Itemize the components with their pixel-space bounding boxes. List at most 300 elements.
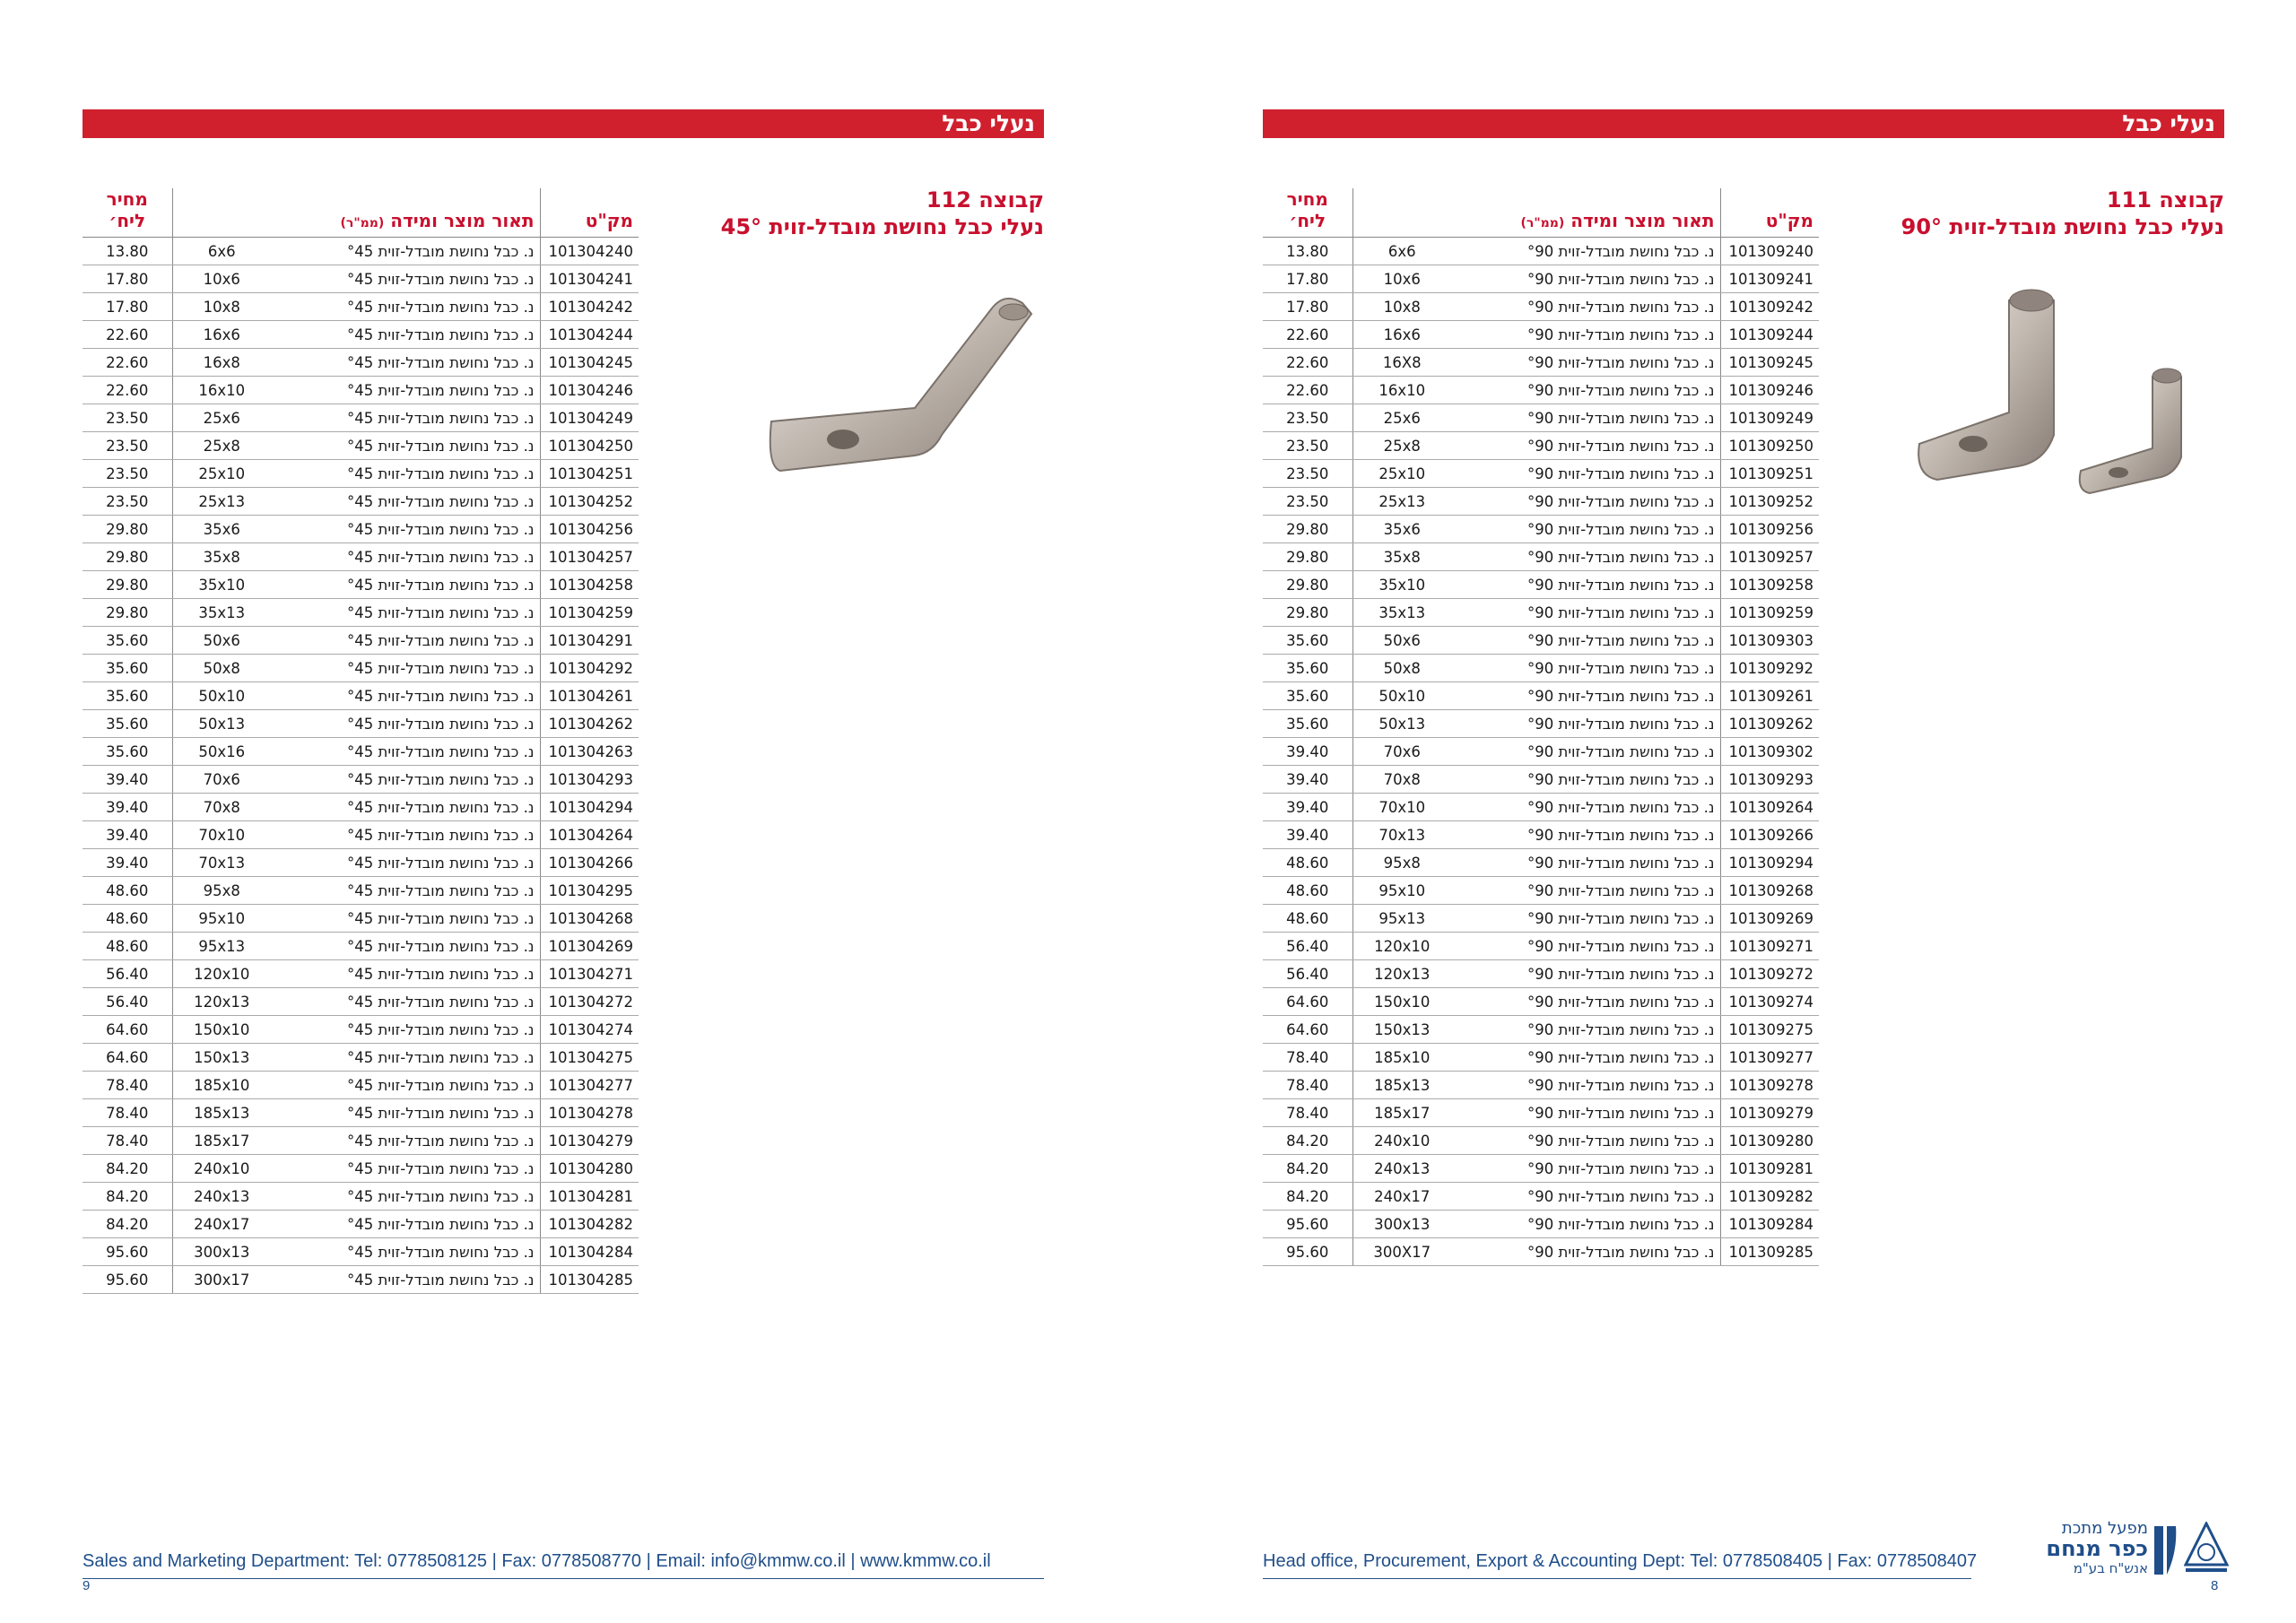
cell-description: נ. כבל נחושת מובדל-זוית °90 — [1451, 738, 1720, 766]
cell-description: נ. כבל נחושת מובדל-זוית °45 — [271, 1044, 540, 1072]
cell-size: 95x10 — [1352, 877, 1451, 905]
cell-sku: 101309261 — [1720, 682, 1819, 710]
cell-price: 23.50 — [83, 404, 172, 432]
price-table — [83, 188, 639, 1294]
cell-sku: 101304269 — [540, 933, 639, 960]
cell-description: נ. כבל נחושת מובדל-זוית °90 — [1451, 933, 1720, 960]
cell-description: נ. כבל נחושת מובדל-זוית °45 — [271, 849, 540, 877]
cell-price: 39.40 — [83, 821, 172, 849]
cell-sku: 101304257 — [540, 543, 639, 571]
cell-sku: 101309256 — [1720, 516, 1819, 543]
cell-sku: 101309294 — [1720, 849, 1819, 877]
cell-size: 150x10 — [172, 1016, 271, 1044]
cell-size: 240x17 — [172, 1211, 271, 1238]
group-heading — [1901, 187, 2224, 240]
cell-size: 35x8 — [172, 543, 271, 571]
cell-size: 95x13 — [1352, 905, 1451, 933]
cell-size: 185x17 — [172, 1127, 271, 1155]
table-row — [1263, 321, 1819, 349]
cell-sku: 101309262 — [1720, 710, 1819, 738]
table-row — [1263, 655, 1819, 682]
cell-size: 300X17 — [1352, 1238, 1451, 1266]
table-row — [83, 960, 639, 988]
cell-sku: 101304246 — [540, 377, 639, 404]
cell-size: 25x10 — [172, 460, 271, 488]
cell-size: 95x8 — [172, 877, 271, 905]
cell-size: 70x8 — [172, 794, 271, 821]
table-row — [1263, 1183, 1819, 1211]
cell-size: 120x13 — [172, 988, 271, 1016]
table-row — [83, 988, 639, 1016]
table-row — [1263, 349, 1819, 377]
cell-sku: 101309258 — [1720, 571, 1819, 599]
cell-price: 39.40 — [1263, 766, 1352, 794]
table-row — [1263, 599, 1819, 627]
table-row — [83, 238, 639, 265]
cell-sku: 101304278 — [540, 1099, 639, 1127]
cell-description: נ. כבל נחושת מובדל-זוית °45 — [271, 377, 540, 404]
banner-title: נעלי כבל — [942, 110, 1035, 136]
cell-sku: 101304285 — [540, 1266, 639, 1294]
table-row — [1263, 238, 1819, 265]
cell-description: נ. כבל נחושת מובדל-זוית °45 — [271, 1211, 540, 1238]
logo-line1: מפעל מתכת — [2061, 1519, 2148, 1538]
cell-price: 23.50 — [83, 432, 172, 460]
table-row — [83, 460, 639, 488]
table-row — [1263, 1016, 1819, 1044]
cell-sku: 101304266 — [540, 849, 639, 877]
table-row — [1263, 1211, 1819, 1238]
cell-size: 70x10 — [172, 821, 271, 849]
cell-sku: 101309292 — [1720, 655, 1819, 682]
table-row — [83, 933, 639, 960]
cell-size: 25x6 — [1352, 404, 1451, 432]
cell-description: נ. כבל נחושת מובדל-זוית °45 — [271, 1183, 540, 1211]
table-row — [1263, 377, 1819, 404]
cell-sku: 101304279 — [540, 1127, 639, 1155]
cell-size: 120x10 — [172, 960, 271, 988]
cell-description: נ. כבל נחושת מובדל-זוית °90 — [1451, 1072, 1720, 1099]
table-row — [1263, 1044, 1819, 1072]
cell-sku: 101309280 — [1720, 1127, 1819, 1155]
group-subtitle: נעלי כבל נחושת מובדל-זוית 90° — [1900, 214, 2224, 239]
table-row — [1263, 933, 1819, 960]
table-row — [83, 1238, 639, 1266]
table-header-row — [1263, 188, 1819, 238]
cell-sku: 101304295 — [540, 877, 639, 905]
cell-sku: 101304272 — [540, 988, 639, 1016]
cell-size: 70x13 — [1352, 821, 1451, 849]
cell-sku: 101309293 — [1720, 766, 1819, 794]
table-row — [83, 293, 639, 321]
cell-size: 70x6 — [172, 766, 271, 794]
quality-seal-icon — [2184, 1522, 2229, 1575]
right-page — [1148, 0, 2296, 1623]
cell-size: 70x6 — [1352, 738, 1451, 766]
header-price: מחיר ליח׳ — [83, 188, 172, 238]
cell-size: 120x10 — [1352, 933, 1451, 960]
cell-price: 56.40 — [83, 960, 172, 988]
cell-size: 50x10 — [1352, 682, 1451, 710]
cell-description: נ. כבל נחושת מובדל-זוית °45 — [271, 488, 540, 516]
cell-size: 95x10 — [172, 905, 271, 933]
cell-sku: 101304271 — [540, 960, 639, 988]
cell-description: נ. כבל נחושת מובדל-זוית °90 — [1451, 1099, 1720, 1127]
cell-price: 48.60 — [83, 933, 172, 960]
table-row — [83, 1127, 639, 1155]
cell-size: 16x10 — [172, 377, 271, 404]
cell-price: 56.40 — [1263, 960, 1352, 988]
cell-price: 17.80 — [83, 293, 172, 321]
cell-price: 22.60 — [1263, 349, 1352, 377]
cell-price: 78.40 — [1263, 1099, 1352, 1127]
cell-sku: 101304277 — [540, 1072, 639, 1099]
cell-price: 84.20 — [1263, 1183, 1352, 1211]
cell-price: 29.80 — [83, 599, 172, 627]
cell-size: 16x6 — [172, 321, 271, 349]
header-desc-text: תאור מוצר ומידה — [390, 210, 535, 231]
cell-description: נ. כבל נחושת מובדל-זוית °45 — [271, 794, 540, 821]
cell-price: 17.80 — [83, 265, 172, 293]
cell-size: 240x13 — [172, 1183, 271, 1211]
cell-sku: 101309264 — [1720, 794, 1819, 821]
cell-size: 185x10 — [1352, 1044, 1451, 1072]
cell-description: נ. כבל נחושת מובדל-זוית °45 — [271, 988, 540, 1016]
logo-line2: כפר מנחם — [2046, 1536, 2148, 1561]
cell-sku: 101304268 — [540, 905, 639, 933]
cell-price: 84.20 — [1263, 1155, 1352, 1183]
cell-size: 10x8 — [1352, 293, 1451, 321]
cell-price: 35.60 — [83, 738, 172, 766]
table-row — [83, 682, 639, 710]
cell-price: 35.60 — [1263, 655, 1352, 682]
table-row — [83, 571, 639, 599]
cell-size: 25x13 — [172, 488, 271, 516]
cell-sku: 101309271 — [1720, 933, 1819, 960]
header-sku: מק"ט — [1720, 188, 1819, 238]
table-row — [1263, 794, 1819, 821]
cell-price: 78.40 — [83, 1099, 172, 1127]
table-row — [83, 849, 639, 877]
cell-sku: 101304281 — [540, 1183, 639, 1211]
table-row — [83, 543, 639, 571]
cell-sku: 101309302 — [1720, 738, 1819, 766]
cell-sku: 101304294 — [540, 794, 639, 821]
cell-sku: 101304292 — [540, 655, 639, 682]
cell-description: נ. כבל נחושת מובדל-זוית °45 — [271, 1266, 540, 1294]
cell-sku: 101304259 — [540, 599, 639, 627]
cell-price: 39.40 — [83, 794, 172, 821]
table-row — [1263, 516, 1819, 543]
cell-description: נ. כבל נחושת מובדל-זוית °45 — [271, 627, 540, 655]
cell-size: 50x10 — [172, 682, 271, 710]
cell-sku: 101304250 — [540, 432, 639, 460]
cell-description: נ. כבל נחושת מובדל-זוית °90 — [1451, 321, 1720, 349]
cell-sku: 101309281 — [1720, 1155, 1819, 1183]
table-row — [1263, 432, 1819, 460]
cell-size: 35x10 — [172, 571, 271, 599]
cell-price: 29.80 — [83, 516, 172, 543]
cell-description: נ. כבל נחושת מובדל-זוית °45 — [271, 738, 540, 766]
cell-sku: 101309284 — [1720, 1211, 1819, 1238]
header-description — [1352, 188, 1720, 238]
cell-price: 48.60 — [1263, 877, 1352, 905]
cell-price: 84.20 — [83, 1211, 172, 1238]
page-number: 9 — [83, 1578, 91, 1593]
table-row — [1263, 905, 1819, 933]
cell-description: נ. כבל נחושת מובדל-זוית °90 — [1451, 516, 1720, 543]
cell-size: 35x13 — [1352, 599, 1451, 627]
cell-description: נ. כבל נחושת מובדל-זוית °90 — [1451, 710, 1720, 738]
cell-price: 95.60 — [83, 1238, 172, 1266]
table-row — [83, 1155, 639, 1183]
cell-price: 17.80 — [1263, 265, 1352, 293]
cell-price: 29.80 — [1263, 599, 1352, 627]
cell-sku: 101309268 — [1720, 877, 1819, 905]
cell-price: 84.20 — [1263, 1127, 1352, 1155]
cell-price: 56.40 — [83, 988, 172, 1016]
cell-size: 50x8 — [1352, 655, 1451, 682]
cell-description: נ. כבל נחושת מובדל-זוית °90 — [1451, 488, 1720, 516]
cell-sku: 101309251 — [1720, 460, 1819, 488]
table-row — [1263, 543, 1819, 571]
cell-price: 13.80 — [83, 238, 172, 265]
cell-description: נ. כבל נחושת מובדל-זוית °90 — [1451, 599, 1720, 627]
table-row — [83, 1016, 639, 1044]
cell-description: נ. כבל נחושת מובדל-זוית °45 — [271, 905, 540, 933]
cell-price: 39.40 — [83, 766, 172, 794]
cell-sku: 101304293 — [540, 766, 639, 794]
cell-price: 35.60 — [83, 682, 172, 710]
cell-sku: 101309278 — [1720, 1072, 1819, 1099]
cell-description: נ. כבל נחושת מובדל-זוית °45 — [271, 1016, 540, 1044]
cell-sku: 101309246 — [1720, 377, 1819, 404]
table-row — [83, 404, 639, 432]
cell-sku: 101304274 — [540, 1016, 639, 1044]
table-row — [1263, 293, 1819, 321]
cell-size: 300x17 — [172, 1266, 271, 1294]
table-row — [1263, 265, 1819, 293]
cell-price: 35.60 — [83, 627, 172, 655]
cell-price: 35.60 — [83, 655, 172, 682]
table-row — [1263, 682, 1819, 710]
cell-description: נ. כבל נחושת מובדל-זוית °45 — [271, 238, 540, 265]
cell-sku: 101309277 — [1720, 1044, 1819, 1072]
cell-description: נ. כבל נחושת מובדל-זוית °45 — [271, 599, 540, 627]
cell-price: 95.60 — [83, 1266, 172, 1294]
table-row — [83, 821, 639, 849]
table-row — [1263, 1099, 1819, 1127]
cell-price: 22.60 — [83, 321, 172, 349]
cell-sku: 101304251 — [540, 460, 639, 488]
cell-description: נ. כבל נחושת מובדל-זוית °45 — [271, 1099, 540, 1127]
cell-price: 23.50 — [1263, 460, 1352, 488]
cell-sku: 101309282 — [1720, 1183, 1819, 1211]
footer-contact: Head office, Procurement, Export & Accounting Dept: Tel: 0778508405 | Fax: 0778508407 — [1263, 1551, 1978, 1571]
group-title: קבוצה 111 — [2106, 187, 2224, 213]
cell-sku: 101304291 — [540, 627, 639, 655]
cell-description: נ. כבל נחושת מובדל-זוית °45 — [271, 1238, 540, 1266]
cell-size: 70x8 — [1352, 766, 1451, 794]
table-row — [83, 905, 639, 933]
cell-price: 22.60 — [83, 377, 172, 404]
cell-description: נ. כבל נחושת מובדל-זוית °90 — [1451, 460, 1720, 488]
cell-sku: 101309259 — [1720, 599, 1819, 627]
cell-price: 84.20 — [83, 1183, 172, 1211]
table-row — [1263, 488, 1819, 516]
cell-description: נ. כבל נחושת מובדל-זוית °45 — [271, 1127, 540, 1155]
cell-sku: 101304263 — [540, 738, 639, 766]
cable-lug-45-photo — [762, 287, 1049, 493]
cell-description: נ. כבל נחושת מובדל-זוית °90 — [1451, 571, 1720, 599]
cell-sku: 101309266 — [1720, 821, 1819, 849]
table-row — [83, 1211, 639, 1238]
section-banner — [83, 109, 1044, 138]
cell-sku: 101304282 — [540, 1211, 639, 1238]
table-row — [83, 877, 639, 905]
table-row — [83, 516, 639, 543]
cell-sku: 101304249 — [540, 404, 639, 432]
cell-size: 25x8 — [172, 432, 271, 460]
table-row — [1263, 960, 1819, 988]
table-row — [1263, 571, 1819, 599]
cell-description: נ. כבל נחושת מובדל-זוית °45 — [271, 1072, 540, 1099]
cell-description: נ. כבל נחושת מובדל-זוית °90 — [1451, 794, 1720, 821]
table-row — [83, 738, 639, 766]
cable-lug-90-photo — [1910, 282, 2224, 507]
table-row — [83, 377, 639, 404]
table-row — [83, 1099, 639, 1127]
cell-sku: 101304242 — [540, 293, 639, 321]
cell-description: נ. כבל נחושת מובדל-זוית °90 — [1451, 1238, 1720, 1266]
cell-description: נ. כבל נחושת מובדל-זוית °90 — [1451, 377, 1720, 404]
cell-description: נ. כבל נחושת מובדל-זוית °90 — [1451, 1155, 1720, 1183]
cell-description: נ. כבל נחושת מובדל-זוית °45 — [271, 766, 540, 794]
table-row — [1263, 738, 1819, 766]
cell-size: 120x13 — [1352, 960, 1451, 988]
table-row — [83, 710, 639, 738]
cell-description: נ. כבל נחושת מובדל-זוית °90 — [1451, 432, 1720, 460]
cell-description: נ. כבל נחושת מובדל-זוית °90 — [1451, 877, 1720, 905]
cell-description: נ. כבל נחושת מובדל-זוית °90 — [1451, 849, 1720, 877]
cell-sku: 101304256 — [540, 516, 639, 543]
cell-size: 35x6 — [172, 516, 271, 543]
cell-sku: 101304244 — [540, 321, 639, 349]
header-price: מחיר ליח׳ — [1263, 188, 1352, 238]
cell-description: נ. כבל נחושת מובדל-זוית °45 — [271, 321, 540, 349]
cell-description: נ. כבל נחושת מובדל-זוית °45 — [271, 432, 540, 460]
cell-size: 35x6 — [1352, 516, 1451, 543]
cell-size: 25x13 — [1352, 488, 1451, 516]
cell-price: 95.60 — [1263, 1211, 1352, 1238]
cell-description: נ. כבל נחושת מובדל-זוית °90 — [1451, 265, 1720, 293]
company-logo — [2000, 1520, 2229, 1583]
cell-price: 39.40 — [1263, 821, 1352, 849]
footer-divider — [83, 1578, 1044, 1579]
cell-sku: 101304245 — [540, 349, 639, 377]
cell-size: 25x10 — [1352, 460, 1451, 488]
header-desc-text: תאור מוצר ומידה — [1570, 210, 1715, 231]
cell-size: 35x13 — [172, 599, 271, 627]
banner-title: נעלי כבל — [2122, 110, 2215, 136]
cell-price: 56.40 — [1263, 933, 1352, 960]
cell-description: נ. כבל נחושת מובדל-זוית °90 — [1451, 1044, 1720, 1072]
cell-price: 64.60 — [1263, 1016, 1352, 1044]
table-row — [1263, 988, 1819, 1016]
cell-price: 23.50 — [1263, 432, 1352, 460]
cell-price: 64.60 — [83, 1044, 172, 1072]
table-row — [83, 321, 639, 349]
cell-price: 23.50 — [1263, 488, 1352, 516]
cell-size: 10x6 — [172, 265, 271, 293]
cell-size: 185x17 — [1352, 1099, 1451, 1127]
cell-sku: 101309272 — [1720, 960, 1819, 988]
cell-description: נ. כבל נחושת מובדל-זוית °45 — [271, 571, 540, 599]
cell-size: 185x13 — [1352, 1072, 1451, 1099]
cell-size: 50x13 — [172, 710, 271, 738]
cell-price: 35.60 — [1263, 710, 1352, 738]
cell-size: 16x10 — [1352, 377, 1451, 404]
section-banner — [1263, 109, 2224, 138]
cell-description: נ. כבל נחושת מובדל-זוית °45 — [271, 1155, 540, 1183]
cell-price: 29.80 — [1263, 543, 1352, 571]
logo-line3: אנש"ח בע"מ — [2073, 1560, 2148, 1576]
table-row — [83, 627, 639, 655]
cell-price: 48.60 — [83, 877, 172, 905]
table-row — [83, 432, 639, 460]
cell-sku: 101304241 — [540, 265, 639, 293]
cell-price: 35.60 — [1263, 682, 1352, 710]
table-row — [83, 349, 639, 377]
cell-price: 39.40 — [1263, 794, 1352, 821]
logo-emblem-icon — [2151, 1524, 2179, 1576]
cell-description: נ. כבל נחושת מובדל-זוית °45 — [271, 404, 540, 432]
cell-price: 78.40 — [83, 1127, 172, 1155]
cell-description: נ. כבל נחושת מובדל-זוית °90 — [1451, 766, 1720, 794]
cell-price: 64.60 — [1263, 988, 1352, 1016]
table-row — [83, 265, 639, 293]
table-row — [1263, 1072, 1819, 1099]
cell-price: 78.40 — [83, 1072, 172, 1099]
cell-price: 23.50 — [83, 460, 172, 488]
cell-sku: 101309279 — [1720, 1099, 1819, 1127]
cell-size: 150x10 — [1352, 988, 1451, 1016]
cell-size: 240x17 — [1352, 1183, 1451, 1211]
table-row — [1263, 710, 1819, 738]
table-row — [83, 599, 639, 627]
logo-text — [2046, 1520, 2148, 1577]
cell-description: נ. כבל נחושת מובדל-זוית °45 — [271, 682, 540, 710]
cell-sku: 101309244 — [1720, 321, 1819, 349]
cell-sku: 101309275 — [1720, 1016, 1819, 1044]
cell-size: 50x6 — [1352, 627, 1451, 655]
table-row — [1263, 821, 1819, 849]
cell-price: 64.60 — [83, 1016, 172, 1044]
cell-price: 48.60 — [83, 905, 172, 933]
cell-sku: 101309257 — [1720, 543, 1819, 571]
cell-size: 150x13 — [172, 1044, 271, 1072]
table-row — [83, 1183, 639, 1211]
cell-description: נ. כבל נחושת מובדל-זוית °90 — [1451, 349, 1720, 377]
table-row — [1263, 766, 1819, 794]
cell-description: נ. כבל נחושת מובדל-זוית °45 — [271, 460, 540, 488]
cell-sku: 101304240 — [540, 238, 639, 265]
table-row — [83, 655, 639, 682]
cell-description: נ. כבל נחושת מובדל-זוית °90 — [1451, 988, 1720, 1016]
cell-price: 13.80 — [1263, 238, 1352, 265]
cell-sku: 101309274 — [1720, 988, 1819, 1016]
cell-description: נ. כבל נחושת מובדל-זוית °45 — [271, 960, 540, 988]
